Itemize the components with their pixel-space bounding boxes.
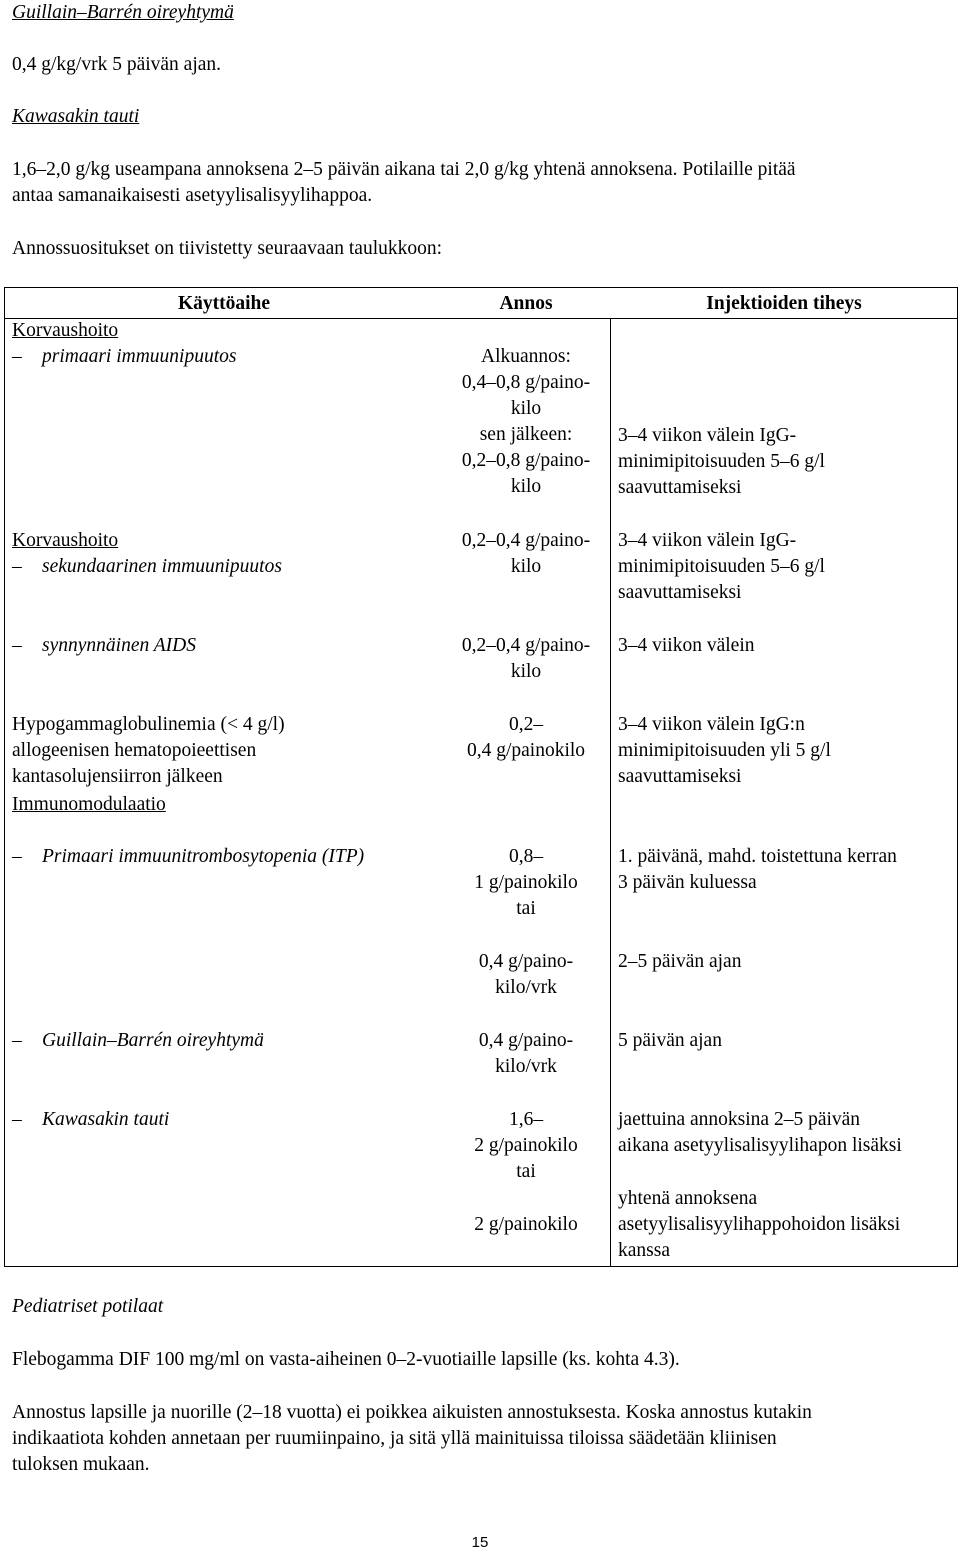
row1-title: Korvaushoito	[12, 320, 119, 341]
header-dose: Annos	[499, 293, 553, 314]
row7-dose-a: 1,6– 2 g/painokilo tai	[474, 1109, 578, 1182]
row4-dose: 0,2– 0,4 g/painokilo	[466, 714, 586, 761]
row5-dose-a: 0,8– 1 g/painokilo tai	[474, 846, 578, 919]
heading-kawasaki: Kawasakin tauti	[12, 106, 140, 127]
row3-dose: 0,2–0,4 g/paino- kilo	[461, 635, 591, 682]
row1-sub: – primaari immuunipuutos	[12, 346, 237, 367]
row4-indication: Hypogammaglobulinemia (< 4 g/l) allogeenisen hematopoieettisen kantasolujensiirron jälkeen	[12, 714, 285, 787]
row6-sub: – Guillain–Barrén oireyhtymä	[12, 1030, 264, 1051]
table-bottom-border	[4, 1266, 958, 1267]
paragraph-summary-intro: Annossuositukset on tiivistetty seuraavaan taulukkoon:	[12, 238, 443, 259]
paragraph-dosage-line3: tuloksen mukaan.	[12, 1454, 150, 1475]
row6-frequency: 5 päivän ajan	[618, 1030, 722, 1051]
row7-frequency-a: jaettuina annoksina 2–5 päivän aikana asetyylisalisyylihapon lisäksi	[618, 1109, 902, 1156]
page-number: 15	[471, 1534, 489, 1551]
table-header-divider	[4, 318, 958, 319]
row5-title: Immunomodulaatio	[12, 794, 166, 815]
row7-frequency-b: yhtenä annoksena asetyylisalisyylihappohoidon lisäksi kanssa	[618, 1188, 901, 1261]
row2-dose: 0,2–0,4 g/paino- kilo	[461, 530, 591, 577]
row3-sub: – synnynnäinen AIDS	[12, 635, 196, 656]
heading-guillain-barre: Guillain–Barrén oireyhtymä	[12, 2, 234, 23]
row7-sub: – Kawasakin tauti	[12, 1109, 170, 1130]
row7-dose-b: 2 g/painokilo	[474, 1214, 578, 1235]
paragraph-dosage-line2: indikaatiota kohden annetaan per ruumiinpaino, ja sitä yllä mainituissa tiloissa säädetään kliinisen	[12, 1428, 777, 1449]
table-left-border	[4, 287, 5, 1266]
paragraph-contraindication: Flebogamma DIF 100 mg/ml on vasta-aiheinen 0–2-vuotiaille lapsille (ks. kohta 4.3).	[12, 1349, 680, 1370]
row5-dose-b: 0,4 g/paino- kilo/vrk	[478, 951, 574, 998]
row1-dose: Alkuannos: 0,4–0,8 g/paino- kilo sen jälkeen: 0,2–0,8 g/paino- kilo	[461, 346, 591, 497]
row2-sub: – sekundaarinen immuunipuutos	[12, 556, 282, 577]
paragraph-dosage-line1: Annostus lapsille ja nuorille (2–18 vuotta) ei poikkea aikuisten annostuksesta. Koska annostus kutakin	[12, 1402, 812, 1423]
row2-frequency: 3–4 viikon välein IgG- minimipitoisuuden 5–6 g/l saavuttamiseksi	[618, 530, 825, 603]
table-top-border	[4, 287, 958, 288]
row5-frequency-b: 2–5 päivän ajan	[618, 951, 742, 972]
header-indication: Käyttöaihe	[177, 293, 271, 314]
row2-title: Korvaushoito	[12, 530, 119, 551]
row4-frequency: 3–4 viikon välein IgG:n minimipitoisuuden yli 5 g/l saavuttamiseksi	[618, 714, 831, 787]
heading-pediatric: Pediatriset potilaat	[12, 1296, 164, 1317]
paragraph-guillain-dose: 0,4 g/kg/vrk 5 päivän ajan.	[12, 54, 222, 75]
row5-sub: – Primaari immuunitrombosytopenia (ITP)	[12, 846, 365, 867]
paragraph-kawasaki-line2: antaa samanaikaisesti asetyylisalisyylihappoa.	[12, 185, 373, 206]
row1-frequency: 3–4 viikon välein IgG- minimipitoisuuden 5–6 g/l saavuttamiseksi	[618, 425, 825, 498]
paragraph-kawasaki-line1: 1,6–2,0 g/kg useampana annoksena 2–5 päivän aikana tai 2,0 g/kg yhtenä annoksena. Potilaille pitää	[12, 159, 796, 180]
row3-frequency: 3–4 viikon välein	[618, 635, 755, 656]
row5-frequency-a: 1. päivänä, mahd. toistettuna kerran 3 päivän kuluessa	[618, 846, 897, 893]
row6-dose: 0,4 g/paino- kilo/vrk	[478, 1030, 574, 1077]
header-frequency: Injektioiden tiheys	[706, 293, 862, 314]
